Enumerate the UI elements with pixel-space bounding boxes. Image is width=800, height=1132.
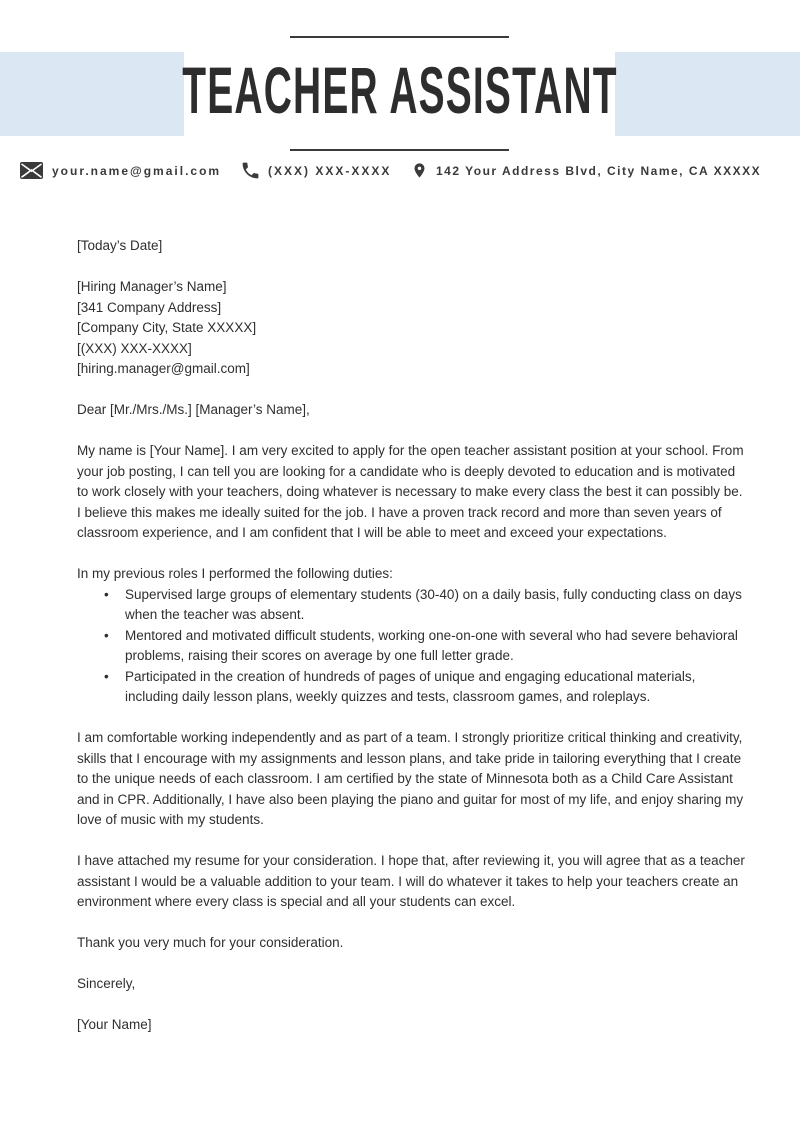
page-title: TEACHER ASSISTANT <box>182 53 618 127</box>
header-title-row <box>0 53 800 127</box>
list-item: • Supervised large groups of elementary students (30-40) on a daily basis, fully conducting class on days when the teacher was absent. <box>77 585 748 626</box>
contact-email <box>20 162 221 179</box>
location-pin-icon <box>411 159 428 182</box>
signoff-line: Sincerely, <box>77 976 136 991</box>
salutation-line: Dear [Mr./Mrs./Ms.] [Manager’s Name], <box>77 402 310 417</box>
date-line: [Today’s Date] <box>77 238 163 253</box>
duties-intro-line: In my previous roles I performed the following duties: <box>77 566 393 581</box>
recipient-line: [Hiring Manager’s Name] <box>77 279 227 294</box>
recipient-line: [hiring.manager@gmail.com] <box>77 361 250 376</box>
letter-body <box>77 236 748 1056</box>
contact-address-text: 142 Your Address Blvd, City Name, CA XXXXX <box>436 163 762 178</box>
list-item: • Mentored and motivated difficult students, working one-on-one with several who had severe behavioral problems, raising their scores on average by one full letter grade. <box>77 626 748 667</box>
recipient-line: [Company City, State XXXXX] <box>77 320 257 335</box>
duties-list <box>77 585 748 708</box>
contact-address <box>411 159 761 182</box>
contact-email-text: your.name@gmail.com <box>52 163 222 178</box>
envelope-icon <box>20 162 43 179</box>
header-bottom-divider-line <box>290 149 509 151</box>
list-item: • Participated in the creation of hundreds of pages of unique and engaging educational materials, including daily lesson plans, weekly quizzes and tests, classroom games, and roleplays. <box>77 667 748 708</box>
recipient-line: [(XXX) XXX-XXXX] <box>77 340 192 356</box>
contact-phone-text: (XXX) XXX-XXXX <box>268 163 392 178</box>
recipient-line: [341 Company Address] <box>77 299 222 315</box>
contact-phone <box>240 160 391 181</box>
recipient-block <box>77 277 748 380</box>
signature-line: [Your Name] <box>77 1017 152 1032</box>
intro-paragraph: My name is [Your Name]. I am very excited to apply for the open teacher assistant position at your school. From your job posting, I can tell you are looking for a candidate who is deeply devoted to education and is motivated to work closely with your teachers, doing whatever is necessary to make every class the best it can possibly be. I believe this makes me ideally suited for the job. I have a proven track record and more than seven years of classroom experience, and I am confident that I will be able to meet and exceed your expectations. <box>77 443 744 540</box>
skills-paragraph: I am comfortable working independently and as part of a team. I strongly prioritize critical thinking and creativity, skills that I encourage with my assignments and lesson plans, and take pride in tailoring everything that I create to the unique needs of each classroom. I am certified by the state of Minnesota both as a Child Care Assistant and in CPR. Additionally, I have also been playing the piano and guitar for most of my life, and enjoy sharing my love of music with my students. <box>77 730 744 827</box>
closing-paragraph: I have attached my resume for your consideration. I hope that, after reviewing it, you will agree that as a teacher assistant I would be a valuable addition to your team. I will do whatever it takes to help your teachers create an environment where every class is special and all your students can excel. <box>77 853 745 909</box>
phone-icon <box>240 160 261 181</box>
thanks-line: Thank you very much for your consideration. <box>77 935 344 950</box>
top-divider-line <box>290 36 509 38</box>
